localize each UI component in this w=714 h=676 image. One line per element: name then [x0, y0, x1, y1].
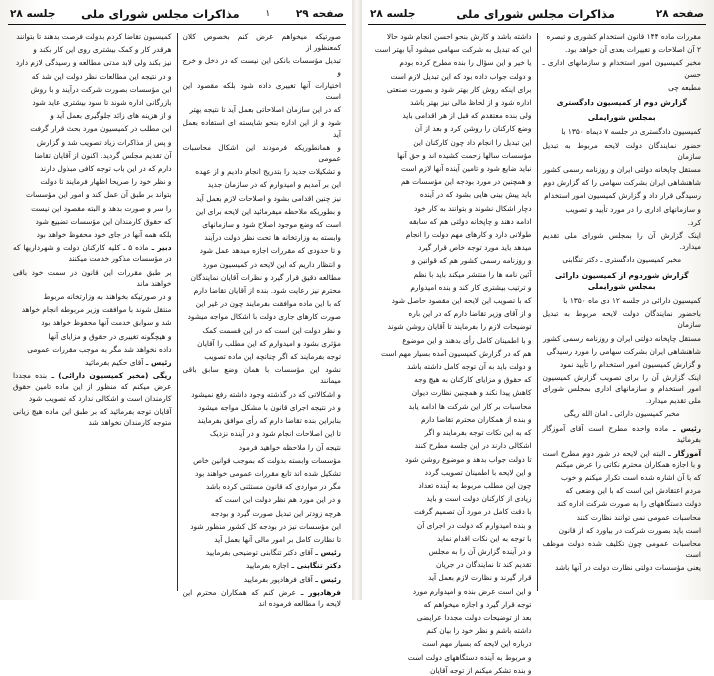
text-line: و گزارش کمیسیون امور استخدام را تأیید نمود: [559, 360, 701, 370]
text-line: کمیسیون دادگستری در جلسه ۷ دیماه ۱۳۵۰ با: [561, 127, 701, 137]
section-subheading: بمجلس شورایملی: [587, 113, 656, 123]
text-line: آئین نامه ها را منتشر میکند باید با نظم: [413, 269, 532, 279]
left-page-header: [8, 4, 346, 25]
signature-line: مخبر کمیسیون دارائی ـ امان الله ریگی: [563, 408, 680, 418]
text-line: و دولت جواب داده بود که این تبدیل لازم است: [390, 71, 532, 81]
text-line: تقدیم کند تا نمایندگان در جریان: [435, 560, 532, 570]
speaker-name: دکتر تنگابنی ـ: [288, 561, 341, 571]
text-line: و بنده از همکاران محترم تقاضا دارم: [420, 414, 532, 424]
text-line: و همانطوریکه فرمودند این اشکال محاسبات عمومی: [182, 142, 341, 164]
text-line: مردم اعتقادش این است که با این وضعی که: [565, 486, 701, 496]
left-page: [8, 4, 346, 608]
speech-paragraph: [183, 587, 342, 609]
text-line: و تشکیلات جدید را بتدریج انجام دادیم و از عهده: [195, 167, 341, 177]
text-line: و در این مورد هم نظر دولت این است که: [214, 495, 341, 505]
text-line: و اشکالاتی که در گذشته وجود داشته رفع نمیشود: [191, 389, 341, 399]
text-line: هرچه زودتر این تبدیل صورت گیرد و بودجه: [210, 508, 341, 518]
right-page-columns: [368, 31, 706, 675]
speech-text: بنده مجددا عرض میکنم که منظور از این ماده تامین حقوق کارمندان است و اشکالی ندارد که تصویب شود: [13, 371, 172, 403]
text-line: صورتیکه میخواهم عرض کنم بخصوص کلان کمعنظور از: [182, 32, 341, 53]
speech-text: آقایان توجه بفرمائید که بر طبق این ماده هیچ زیانی متوجه کارمندان نخواهد شد: [13, 406, 172, 428]
text-line: نیز چنین اقدامی بشود و اصلاحات لازم بعمل آید: [195, 193, 341, 203]
text-line: و مربوط به آینده دستگاههای دولت است: [407, 652, 532, 662]
text-line: که با تصویب این لایحه این مقصود حاصل شود: [391, 296, 532, 306]
text-line: تا نظارت کامل بر امور مالی آنها بعمل آید: [214, 534, 341, 544]
text-line: تبدیل مؤسسات بانکی این نیست که در دخل و خرج و: [182, 56, 341, 77]
text-line: و بنده امیدوارم که دولت در اجرای آن: [416, 520, 532, 530]
left-page-column-right: [178, 31, 347, 608]
text-line: ولی بنده معتقدم که قبل از هر اقدامی باید: [402, 111, 532, 121]
speech-paragraph: [543, 448, 702, 470]
text-line: محاسبات عمومی نمی توانند نظارت کنند: [576, 512, 701, 522]
text-line: است باید بصورت شرکت در بیاورد که از قانون: [558, 525, 701, 535]
speaker-name: آموزگار ـ: [665, 448, 702, 458]
text-line: این تبدیل را انجام داد چون کارکنان این: [413, 137, 532, 147]
text-line: مؤثری بشود و امیدوارم که این مطلب را آقایان: [197, 338, 341, 348]
text-line: یعنی مؤسسات دولتی نظارت دولت در آنها باشد: [554, 563, 701, 573]
text-line: کاهش پیدا نکند و همچنین نظارت دیوان: [411, 388, 532, 398]
text-line: داده نخواهد شد مگر به موجب مقررات عمومی: [27, 344, 172, 354]
text-line: ادامه دهند و چاپخانه دولتی هم که سابقه: [408, 216, 532, 226]
text-line: و در نتیجه اجرای قانون با مشکل مواجه میشود: [198, 402, 341, 412]
text-line: بازرگانی اداره شوند تا سود بیشتری عاید شود: [32, 98, 172, 108]
text-line: شود و از این اداره بنحو شایسته ای استفاده بعمل آید: [182, 118, 341, 139]
text-line: و از هزینه های زائد جلوگیری بعمل آید و: [50, 111, 172, 121]
speech-text: ماده ۵ ـ کلیه کارکنان دولت و شهرداریها که در مؤسسات مذکور خدمت میکنند: [13, 243, 172, 264]
speech-text: آقای فرهادپور بفرمایید: [243, 574, 313, 584]
text-line: مؤسسات سالها زحمت کشیده اند و حق آنها: [397, 150, 532, 160]
text-line: را سر و صورت بدهد و البته مقصود این نیست: [31, 203, 172, 213]
text-line: و بنده تشکر میکنم از توجه آقایان: [429, 665, 532, 675]
text-line: رسیدگی قرار داد و گزارش کمیسیون امور استخدام: [544, 191, 701, 201]
text-line: و سازمانهای اداری را در مورد تأیید و تصویب: [565, 204, 701, 214]
text-line: و تا حدودی که مقررات اجازه میدهد عمل شود: [199, 246, 341, 256]
text-line: نباید ضایع شود و تامین آینده آنها لازم است: [400, 164, 532, 174]
text-line: این مؤسسات نیز در بودجه کل کشور منظور شود: [190, 521, 341, 531]
speech-paragraph: [13, 370, 172, 404]
text-line: و از آقای وزیر تقاضا دارم که در این باره: [408, 309, 532, 319]
page-gutter: [352, 0, 362, 600]
text-line: که با آن اشاره شده است تکرار میکنم و خوب: [561, 472, 701, 482]
speech-text: آقای حکیم بفرمائید: [84, 358, 144, 368]
text-line: بنابراین بنده تقاضا دارم که رأی موافق بفرمایند: [197, 416, 341, 426]
text-line: مستقل چاپخانه دولتی ایران و روزنامه رسمی کشور: [543, 333, 701, 343]
text-line: این که تبدیل به شرکت سهامی میشود آیا بهتر است: [374, 45, 532, 55]
text-line: محاسبات عمومی چون تکلیف شده دولت موظف است: [542, 538, 701, 560]
text-line: و بطوریکه ملاحظه میفرمائید این لایحه برای این: [195, 206, 341, 216]
column-divider: [177, 33, 178, 591]
text-line: که به این نکات توجه بفرمایند و اگر: [424, 428, 532, 438]
text-line: داشته باشد و کارش بنحو احسن انجام شود حالا: [386, 32, 532, 41]
text-line: و هیچگونه تغییری در حقوق و مزایای آنها: [48, 331, 172, 341]
text-line: برای اینکه روش کار بهتر شود و بصورت صنعتی: [386, 84, 532, 94]
text-line: دولت دستگاههای را به صورت شرکت اداره کند: [557, 499, 701, 509]
left-page-column-left: [8, 31, 177, 593]
speech-text: آقای دکتر تنگابنی توضیحی بفرمایید: [206, 548, 313, 558]
text-line: تشکیل شده اند تابع مقررات عمومی خواهند بود: [195, 468, 341, 478]
text-line: باید پیش بینی هایی بشود که در آینده: [419, 190, 532, 200]
text-line: محاسبات بر کار این شرکت ها ادامه یابد: [408, 401, 532, 411]
text-line: آن تقدیم مجلس گردید. اکنون از آقایان تقاضا: [34, 150, 172, 160]
right-page-session: جلسه ۲۸: [370, 8, 416, 20]
text-line: اینک گزارش آن را برای تصویب گزارش کمیسیون امور استخدام و سازمانهای اداری بمجلس شورای ملی تقدیم میدارد.: [542, 373, 701, 405]
left-page-session: جلسه ۲۸: [10, 8, 56, 20]
text-line: مخبر کمیسیون امور استخدام و سازمانهای اداری ـ حسن: [542, 58, 701, 79]
right-page-column-right: [538, 31, 707, 593]
text-line: و نظر دولت این است که در این قسمت کمک: [202, 325, 341, 335]
text-line: داشته باشم و نظر خود را بیان کنم: [426, 626, 532, 636]
right-page-column-left: [368, 31, 537, 675]
text-line: و این است عرض بنده و امیدوارم مورد: [412, 586, 532, 596]
left-page-title: مذاکرات مجلس شورای ملی: [81, 7, 240, 21]
speaker-name: رئیس ـ: [668, 424, 701, 434]
text-line: تا دولت جواب بدهد و موضوع روشن شود: [405, 454, 532, 464]
text-line: اینک گزارش آن را بمجلس شورای ملی تقدیم میدارد.: [542, 231, 701, 252]
text-line: و با اطمینان کامل رأی بدهند و این موضوع: [402, 335, 532, 345]
text-line: و انتظار داریم که این لایحه در کمیسیون مورد: [202, 259, 341, 269]
text-line: وابسته به وزارتخانه ها تحت نظر دولت درآیند: [204, 233, 341, 243]
text-line: توضیحات لازم را بفرمایند تا آقایان روشن شوند: [387, 322, 532, 332]
text-line: که در این سازمان اصلاحاتی بعمل آید تا نتیجه بهتر: [189, 105, 341, 115]
left-page-columns: [8, 31, 346, 608]
text-line: مستقل چاپخانه دولتی ایران و روزنامه رسمی کشور: [543, 165, 701, 175]
speaker-name: رئیس ـ: [312, 574, 341, 584]
text-line: با توجه به این نکات اقدام نماید: [436, 533, 532, 543]
text-line: و در آینده گزارش آن را به مجلس: [428, 546, 532, 556]
text-line: و ترتیب بیشتری کار کند و بنده امیدوارم: [410, 282, 532, 292]
article-paragraph: [13, 242, 172, 264]
speaker-name: رئیس ـ: [312, 548, 341, 558]
text-line: که حقوق کارمندان این مؤسسات تضییع شود: [35, 216, 172, 226]
text-line: کمیسیون تقاضا کردم بدولت فرصت بدهند تا بتوانند: [16, 32, 172, 41]
text-line: که با این ماده موافقت بفرمایند چون در غیر این: [195, 299, 341, 309]
left-page-mark: ۱: [265, 9, 271, 19]
text-line: است که وضع موجود اصلاح شود و سازمانهای: [202, 220, 341, 230]
text-line: با دقت کامل در مورد آن تصمیم گرفت: [414, 507, 532, 517]
text-line: دارم که در این باب توجه کافی مبذول دارند: [40, 164, 172, 174]
right-page-title: مذاکرات مجلس شورای ملی: [456, 7, 615, 21]
text-line: وضع کارکنان را روشن کرد و بعد از آن: [414, 124, 532, 134]
text-line: تا این اصلاحات انجام شود و در آینده نزدیک: [210, 429, 341, 439]
text-line: نیز بکند ولی لابد مدتی مطالعه و رسیدگی لازم دارد: [15, 58, 172, 68]
text-line: کرد.: [687, 217, 701, 227]
text-line: یا خیر و این سؤال را بنده مطرح کرده بودم: [399, 58, 532, 68]
section-heading: گزارش شوردوم از کمیسیون دارائی بمجلس شورایملی: [554, 270, 689, 291]
text-line: چون این مطلب مربوط به آینده تعداد: [418, 480, 532, 490]
speech-paragraph: [543, 423, 702, 445]
right-page-header: [368, 4, 706, 25]
text-line: حضور نمایندگان دولت لایحه مربوط به تبدیل سازمان: [542, 140, 701, 161]
text-line: بلکه همه آنها در جای خود محفوظ خواهد بود: [36, 230, 172, 240]
text-line: مطالعه دقیق قرار گیرد و نظرات آقایان نمایندگان: [190, 272, 341, 282]
speech-paragraph: [183, 547, 342, 558]
text-line: و دولت باید به آن توجه کامل داشته باشد: [407, 362, 532, 372]
text-line: قرار گیرند و نظارت لازم بعمل آید: [428, 573, 532, 583]
speech-text: ماده واحده مطرح است آقای آموزگار بفرمائید: [542, 424, 701, 445]
speech-text: البته این لایحه در شور دوم مطرح است و با اجازه همکاران محترم نکاتی را عرض میکنم: [542, 448, 701, 469]
text-line: شد و سوابق خدمت آنها محفوظ خواهد بود: [41, 318, 172, 328]
text-line: کمیسیون دارائی در جلسه ۱۲ دی ماه ۱۳۵۰ با: [563, 296, 701, 306]
speaker-name: فرهادپور ـ: [296, 587, 341, 597]
text-line: و این لایحه با اطمینان تصویب گردد: [424, 467, 532, 477]
text-line: شاهنشاهی ایران بشرکت سهامی را که گزارش دوم: [543, 178, 701, 188]
speech-text: اجازه بفرمایید: [245, 561, 289, 571]
text-line: مگر در مواردی که قانون مستثنی کرده باشد: [205, 482, 341, 492]
text-line: نتیجه آن را ملاحظه خواهید فرمود: [238, 442, 341, 452]
speech-text: بر طبق مقررات این قانون در سمت خود باقی خواهند ماند: [13, 267, 172, 288]
speech-paragraph: [183, 574, 342, 585]
text-line: این مطلب در کمیسیون مورد بحث قرار گرفت: [30, 124, 172, 134]
text-line: بعد از توضیحات دولت مجددا عرایضی: [416, 612, 532, 622]
text-line: و در صورتیکه بخواهند به وزارتخانه مربوط: [43, 292, 172, 302]
text-line: زیادی از کارکنان دولت است و باید: [426, 494, 532, 504]
article-paragraph: [13, 267, 172, 289]
text-line: و در نتیجه این مطالعات نظر دولت این شد که: [31, 71, 172, 81]
text-line: و روزنامه رسمی کشور هم که قوانین و: [411, 256, 532, 266]
text-line: صورت کارهای جاری دولت با اشکال مواجه میشود: [187, 312, 341, 322]
text-line: باحضور نمایندگان دولت لایحه مربوط به تبدیل سازمان: [542, 309, 701, 330]
speech-paragraph: [13, 406, 172, 428]
text-line: درباره این لایحه که بسیار مهم است: [422, 639, 532, 649]
section-heading: گزارش دوم از کمیسیون دادگستری: [556, 98, 687, 108]
text-line: دچار اشکال نشوند و بتوانند به کار خود: [414, 203, 532, 213]
text-line: اختیارات آنها تغییری داده شود بلکه مقصود این است: [182, 80, 341, 102]
speech-text: عرض کنم که همکاران محترم این لایحه را مطالعه فرموده اند: [182, 587, 341, 608]
text-line: میدهد باید مورد توجه خاص قرار گیرد: [418, 243, 532, 253]
text-line: و پس از مذاکرات زیاد تصویب شد و گزارش: [36, 137, 172, 147]
text-line: و همچنین در مورد بودجه این مؤسسات هم: [400, 177, 532, 187]
text-line: توجه بفرمایند که اگر چنانچه این ماده تصویب: [204, 352, 341, 362]
speaker-name: دبیر ـ: [148, 243, 172, 253]
text-line: محترم نیز رعایت شود. بنده از آقایان تقاضا دارم: [193, 286, 341, 296]
speech-paragraph: [13, 357, 172, 368]
text-line: منتقل شوند با موافقت وزیر مربوطه انجام خواهد: [21, 305, 172, 315]
speaker-name: رئیس ـ: [143, 358, 172, 368]
text-line: هم که در گزارش کمیسیون آمده بسیار مهم است: [380, 348, 532, 358]
text-line: و نظر خود را صریحا اظهار فرمایند تا دولت: [40, 177, 172, 187]
text-line: طولانی دارد و کارهای مهم دولت را انجام: [405, 230, 532, 240]
text-line: مطبعه چی: [668, 82, 701, 92]
signature-line: مخبر کمیسیون دادگستری ـ دکتر تنگابنی: [562, 255, 682, 265]
right-page-number: صفحه ۲۸: [655, 8, 704, 20]
text-line: مؤسسات وابسته بدولت که بموجب قوانین خاص: [193, 455, 341, 465]
text-line: توجه قرار گیرد و اجازه میخواهم که: [423, 599, 532, 609]
speech-paragraph: [183, 560, 342, 571]
text-line: اشکالی دارند در این جلسه مطرح کنند: [414, 441, 532, 451]
text-line: اداره شود و از لحاظ مالی نیز بهتر باشد: [410, 98, 532, 108]
text-line: این بر آمدیم و امیدوارم که در سازمان جدید: [207, 180, 341, 190]
left-page-number: صفحه ۲۹: [295, 8, 344, 20]
column-divider: [537, 33, 538, 591]
text-line: که حقوق و مزایای کارکنان به هیچ وجه: [414, 375, 532, 385]
text-line: این مؤسسات بصورت شرکت درآیند و با روش: [30, 84, 172, 94]
text-line: شاهنشاهی ایران بشرکت سهامی را مورد رسیدگی: [546, 346, 701, 356]
text-line: نشود این مؤسسات با همان وضع سابق باقی میمانند: [182, 365, 341, 386]
text-line: مقررات ماده ۱۴۴ قانون استخدام کشوری و تبصره: [546, 32, 701, 41]
text-line: هرقدر کار و کمک بیشتری روی این کار بکند و: [33, 45, 172, 55]
text-line: ۲ آن اصلاحات و تغییرات بعدی آن خواهد بود.: [564, 45, 701, 55]
right-page: [368, 4, 706, 675]
speaker-name: ریگی (مخبر کمیسیون دارائی) ـ: [47, 371, 172, 381]
text-line: بتواند بر طبق آن عمل کند و امور این مؤسسات: [25, 190, 172, 200]
